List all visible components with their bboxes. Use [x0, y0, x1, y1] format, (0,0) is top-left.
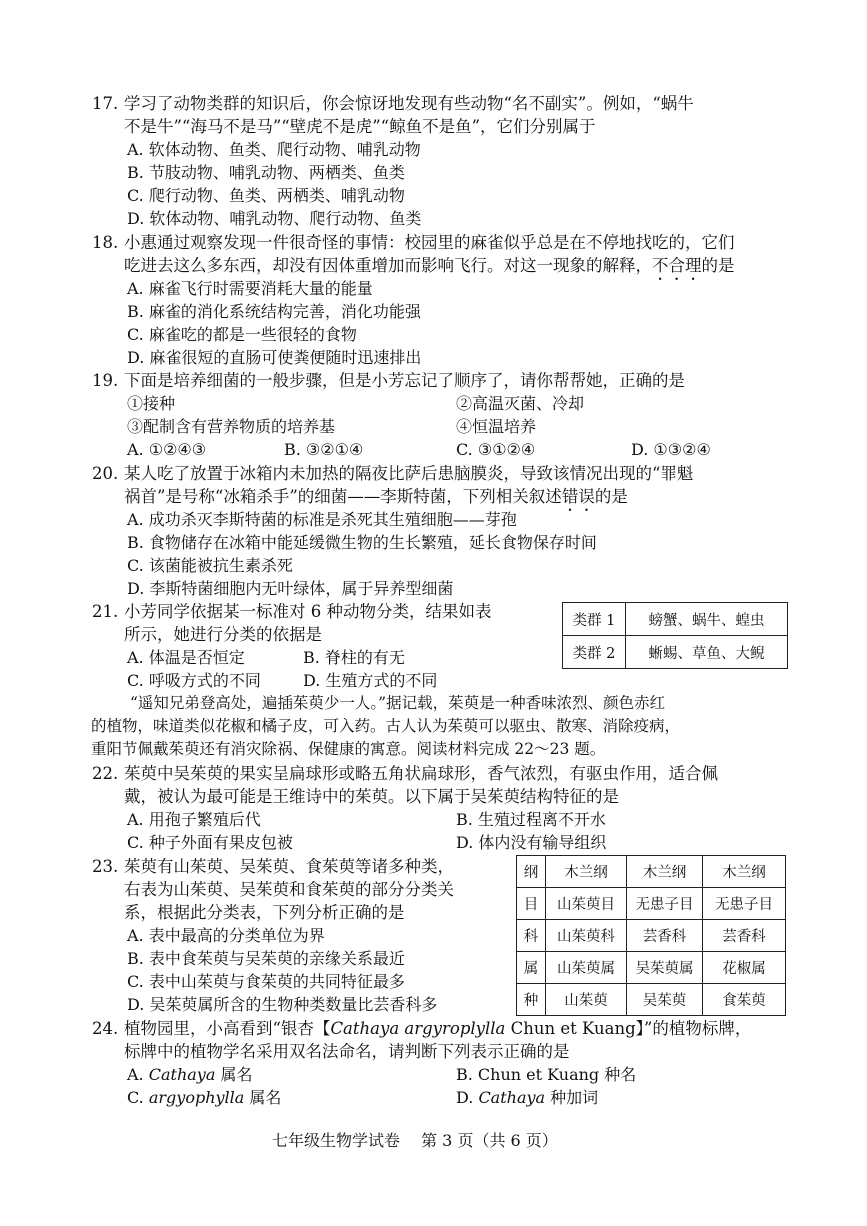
question-number: 20.: [92, 464, 119, 483]
option: A. Cathaya 属名: [127, 1065, 253, 1084]
option: C. 呼吸方式的不同: [127, 671, 261, 690]
question-text: 吃进去这么多东西，却没有因体重增加而影响飞行。对这一现象的解释，不合理的是: [124, 256, 735, 275]
option: B. 麻雀的消化系统结构完善，消化功能强: [127, 302, 421, 321]
option: A. 体温是否恒定: [127, 648, 245, 667]
table-cell: 木兰纲: [546, 856, 627, 888]
question-number: 24.: [92, 1019, 119, 1038]
table-row: [517, 856, 786, 888]
table-cell: 山茱萸科: [546, 920, 627, 952]
table-cell: 种: [517, 984, 546, 1016]
table-cell: 类群 2: [563, 636, 626, 669]
page-footer: 七年级生物学试卷 第 3 页（共 6 页）: [272, 1131, 558, 1150]
option: A. 软体动物、鱼类、爬行动物、哺乳动物: [127, 140, 421, 159]
question-text: 右表为山茱萸、吴茱萸和食茱萸的部分分类关: [124, 880, 454, 899]
option: C. ③①②④: [456, 440, 536, 459]
option: A. 用孢子繁殖后代: [127, 810, 261, 829]
table-cell: 木兰纲: [627, 856, 703, 888]
table-cell: 蜥蜴、草鱼、大鲵: [626, 636, 788, 669]
question-text: 学习了动物类群的知识后，你会惊讶地发现有些动物“名不副实”。例如，“蜗牛: [124, 94, 694, 113]
step: ④恒温培养: [456, 417, 537, 436]
option: D. 李斯特菌细胞内无叶绿体，属于异养型细菌: [127, 579, 454, 598]
question-text: 所示，她进行分类的依据是: [124, 625, 322, 644]
option: C. 表中山茱萸与食茱萸的共同特征最多: [127, 972, 405, 991]
option: D. ①③②④: [631, 440, 711, 459]
reading-passage: 的植物，味道类似花椒和橘子皮，可入药。古人认为茱萸可以驱虫、散寒、消除疫病，: [91, 717, 681, 735]
question-number: 22.: [92, 764, 119, 783]
table-cell: 目: [517, 888, 546, 920]
table-cell: 芸香科: [627, 920, 703, 952]
table-cell: 属: [517, 952, 546, 984]
question-text: 不是牛”“海马不是马”“壁虎不是虎”“鲸鱼不是鱼”，它们分别属于: [124, 117, 596, 136]
question-text: 标牌中的植物学名采用双名法命名，请判断下列表示正确的是: [124, 1042, 570, 1061]
option: C. 麻雀吃的都是一些很轻的食物: [127, 325, 357, 344]
option: D. Cathaya 种加词: [456, 1088, 599, 1107]
option: B. ③②①④: [284, 440, 364, 459]
table-cell: 纲: [517, 856, 546, 888]
table-cell: 山茱萸: [546, 984, 627, 1016]
question-text: 戴，被认为最可能是王维诗中的茱萸。以下属于吴茱萸结构特征的是: [124, 787, 619, 806]
option: C. 种子外面有果皮包被: [127, 833, 293, 852]
question-text: 小芳同学依据某一标准对 6 种动物分类，结果如表: [124, 602, 492, 621]
option: D. 吴茱萸属所含的生物种类数量比芸香科多: [127, 995, 438, 1014]
table-row: [517, 920, 786, 952]
table-cell: 螃蟹、蜗牛、蝗虫: [626, 603, 788, 636]
table-cell: 山茱萸属: [546, 952, 627, 984]
table-cell: 花椒属: [703, 952, 786, 984]
question-number: 18.: [92, 233, 119, 252]
option: B. 节肢动物、哺乳动物、两栖类、鱼类: [127, 163, 405, 182]
table-row: [517, 888, 786, 920]
option: D. 软体动物、哺乳动物、爬行动物、鱼类: [127, 209, 422, 228]
option: D. 体内没有输导组织: [456, 833, 607, 852]
option: C. 该菌能被抗生素杀死: [127, 556, 293, 575]
option: A. ①②④③: [127, 440, 207, 459]
question-text: 茱萸有山茱萸、吴茱萸、食茱萸等诸多种类，: [124, 857, 454, 876]
table-cell: 食茱萸: [703, 984, 786, 1016]
table-cell: 无患子目: [703, 888, 786, 920]
step: ①接种: [127, 394, 176, 413]
option: A. 麻雀飞行时需要消耗大量的能量: [127, 279, 373, 298]
table-cell: 吴茱萸属: [627, 952, 703, 984]
table-cell: 无患子目: [627, 888, 703, 920]
question-number: 19.: [92, 371, 119, 390]
question-text: 某人吃了放置于冰箱内未加热的隔夜比萨后患脑膜炎，导致该情况出现的“罪魁: [124, 464, 694, 483]
classification-table-1: [562, 602, 788, 669]
reading-passage: 重阳节佩戴茱萸还有消灾除祸、保健康的寓意。阅读材料完成 22～23 题。: [91, 740, 606, 758]
step: ③配制含有营养物质的培养基: [127, 417, 336, 436]
table-cell: 吴茱萸: [627, 984, 703, 1016]
table-cell: 木兰纲: [703, 856, 786, 888]
option: B. 脊柱的有无: [303, 648, 405, 667]
table-row: [563, 636, 788, 669]
table-cell: 类群 1: [563, 603, 626, 636]
step: ②高温灭菌、冷却: [456, 394, 585, 413]
question-number: 17.: [92, 94, 119, 113]
question-text: 下面是培养细菌的一般步骤，但是小芳忘记了顺序了，请你帮帮她，正确的是: [124, 371, 685, 390]
option: A. 表中最高的分类单位为界: [127, 926, 325, 945]
table-row: [517, 952, 786, 984]
table-row: [517, 984, 786, 1016]
emphasis-text: 错误: [561, 487, 595, 506]
table-cell: 山茱萸目: [546, 888, 627, 920]
question-text: 祸首”是号称“冰箱杀手”的细菌——李斯特菌，下列相关叙述错误的是: [124, 487, 628, 506]
table-cell: 科: [517, 920, 546, 952]
option: D. 生殖方式的不同: [303, 671, 438, 690]
question-text: 茱萸中吴茱萸的果实呈扁球形或略五角状扁球形，香气浓烈，有驱虫作用，适合佩: [124, 764, 718, 783]
option: A. 成功杀灭李斯特菌的标准是杀死其生殖细胞——芽孢: [127, 510, 517, 529]
latin-name: Cathaya argyroplylla: [330, 1019, 506, 1038]
question-text: 植物园里，小高看到“银杏【Cathaya argyroplylla Chun et Kuang】”的植物标牌，: [124, 1019, 752, 1038]
question-text: 系，根据此分类表，下列分析正确的是: [124, 903, 405, 922]
option: B. 食物储存在冰箱中能延缓微生物的生长繁殖，延长食物保存时间: [127, 533, 597, 552]
option: B. 表中食茱萸与吴茱萸的亲缘关系最近: [127, 949, 405, 968]
option: D. 麻雀很短的直肠可使粪便随时迅速排出: [127, 348, 422, 367]
table-row: [563, 603, 788, 636]
option: C. argyophylla 属名: [127, 1088, 282, 1107]
emphasis-text: 不合理: [652, 256, 702, 275]
option: B. 生殖过程离不开水: [456, 810, 606, 829]
question-number: 21.: [92, 602, 119, 621]
option: C. 爬行动物、鱼类、两栖类、哺乳动物: [127, 186, 405, 205]
option: B. Chun et Kuang 种名: [456, 1065, 637, 1084]
classification-table-2: [516, 855, 786, 1016]
question-text: 小惠通过观察发现一件很奇怪的事情：校园里的麻雀似乎总是在不停地找吃的，它们: [124, 233, 735, 252]
question-number: 23.: [92, 857, 119, 876]
table-cell: 芸香科: [703, 920, 786, 952]
reading-passage: “遥知兄弟登高处，遍插茱萸少一人。”据记载，茱萸是一种香味浓烈、颜色赤红: [130, 694, 666, 712]
